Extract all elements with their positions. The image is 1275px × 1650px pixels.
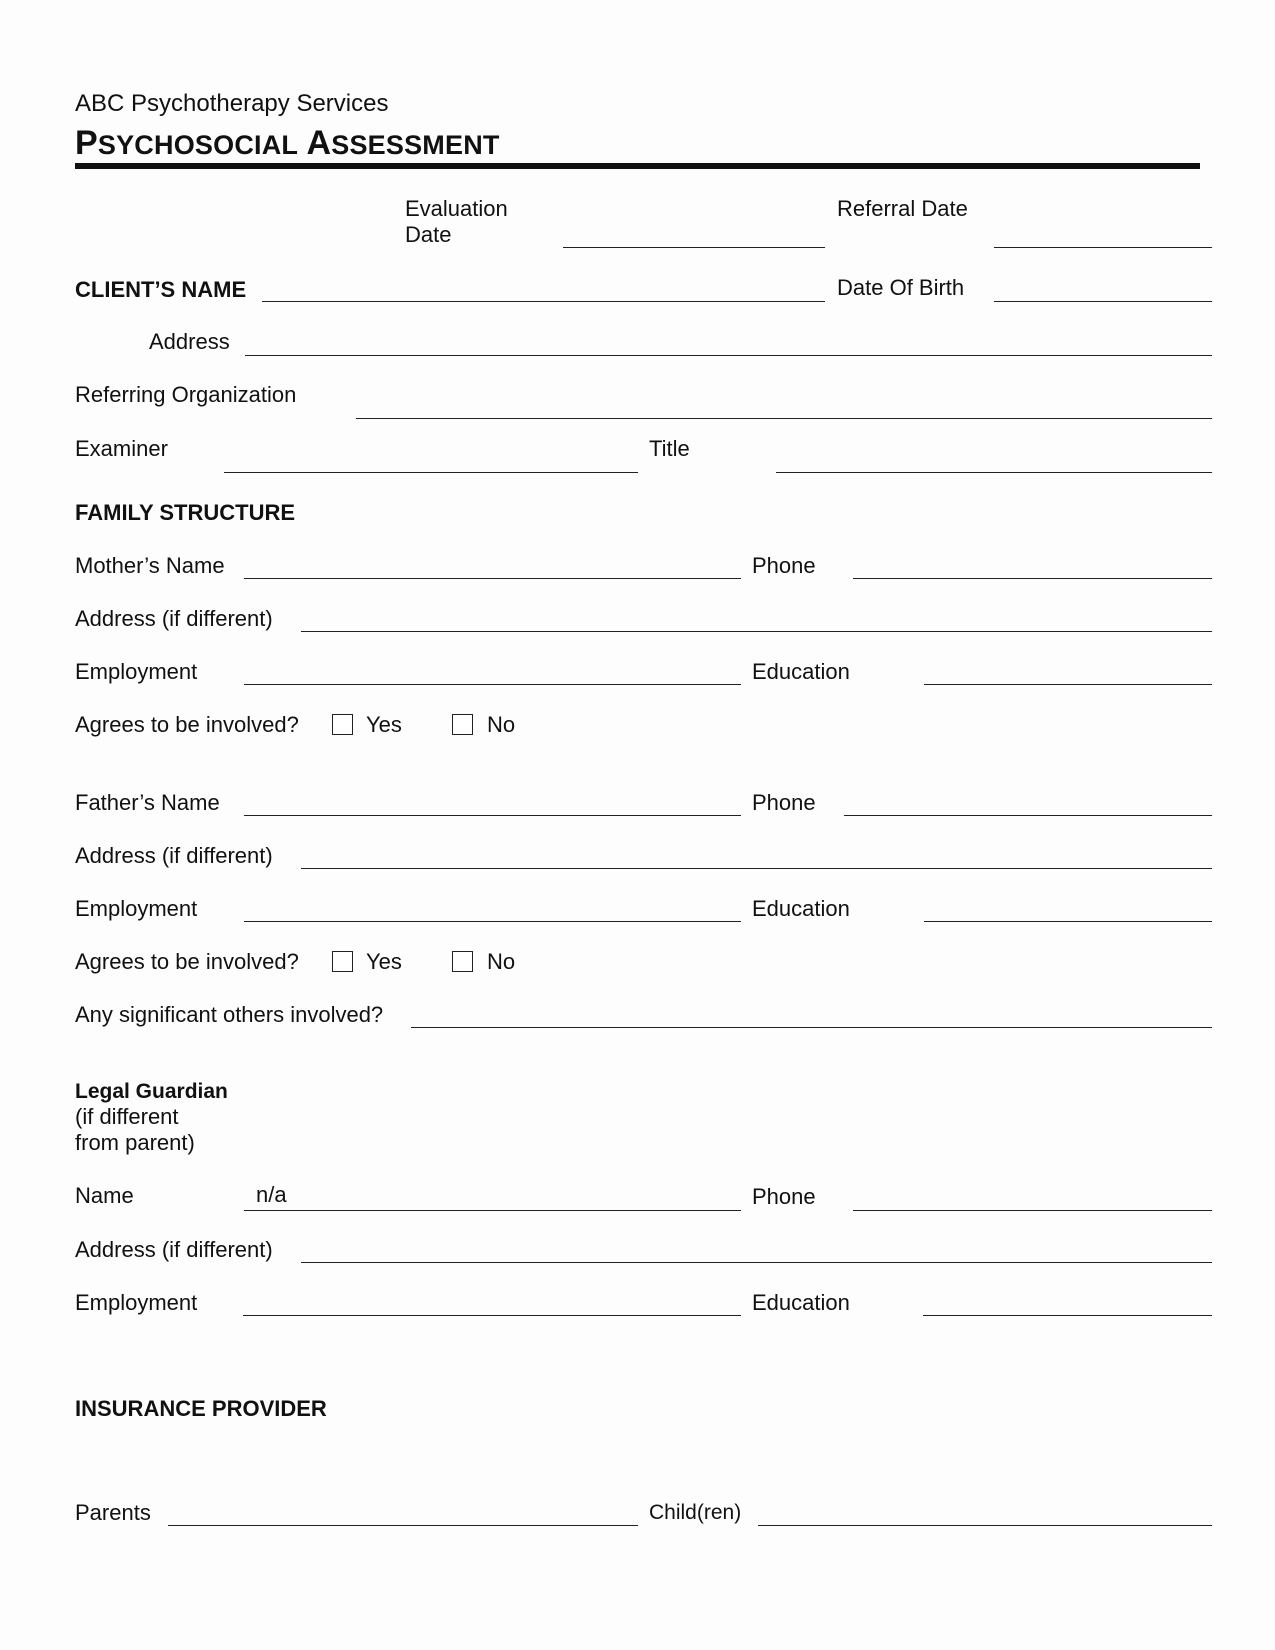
referring-organization-field[interactable] (356, 418, 1212, 419)
guardian-phone-field[interactable] (853, 1210, 1212, 1211)
father-employment-input[interactable] (244, 893, 741, 919)
evaluation-date-label-line1: Evaluation (405, 196, 508, 221)
mother-phone-field[interactable] (853, 578, 1212, 579)
date-of-birth-input[interactable] (994, 273, 1212, 299)
title-a-cap: A (306, 124, 332, 162)
mother-phone-input[interactable] (853, 550, 1212, 576)
guardian-address-label: Address (if different) (75, 1237, 273, 1262)
guardian-name-field[interactable] (244, 1210, 741, 1211)
address-label: Address (149, 329, 230, 354)
father-phone-label: Phone (752, 790, 816, 815)
guardian-employment-label: Employment (75, 1290, 198, 1315)
significant-others-field[interactable] (411, 1027, 1212, 1028)
mother-education-field[interactable] (924, 684, 1212, 685)
date-of-birth-label: Date Of Birth (837, 275, 965, 300)
mothers-name-input[interactable] (244, 550, 741, 576)
children-label: Child(ren) (649, 1501, 742, 1524)
father-education-field[interactable] (924, 921, 1212, 922)
legal-guardian-heading: Legal Guardian (75, 1080, 228, 1103)
title-rule (75, 163, 1200, 169)
significant-others-input[interactable] (411, 999, 1212, 1025)
father-address-label: Address (if different) (75, 843, 273, 868)
insurance-provider-heading: INSURANCE PROVIDER (75, 1396, 327, 1421)
fathers-name-input[interactable] (244, 787, 741, 813)
mother-agrees-yes-checkbox[interactable] (332, 714, 353, 735)
referring-organization-input[interactable] (356, 390, 1212, 416)
father-phone-field[interactable] (844, 815, 1212, 816)
mothers-name-field[interactable] (244, 578, 741, 579)
date-of-birth-field[interactable] (994, 301, 1212, 302)
address-input[interactable] (245, 327, 1212, 353)
mother-employment-field[interactable] (244, 684, 741, 685)
title-field[interactable] (776, 472, 1212, 473)
father-employment-field[interactable] (244, 921, 741, 922)
father-address-input[interactable] (301, 840, 1212, 866)
father-agrees-label: Agrees to be involved? (75, 949, 299, 974)
father-agrees-yes-label: Yes (366, 949, 402, 974)
fathers-name-field[interactable] (244, 815, 741, 816)
legal-guardian-sub-line2: from parent) (75, 1130, 195, 1155)
guardian-education-label: Education (752, 1290, 850, 1315)
fathers-name-label: Father’s Name (75, 790, 220, 815)
guardian-employment-field[interactable] (243, 1315, 741, 1316)
title-a-rest: SSESSMENT (331, 130, 500, 160)
guardian-education-input[interactable] (923, 1287, 1212, 1313)
referral-date-field[interactable] (994, 247, 1212, 248)
guardian-name-input[interactable] (244, 1182, 741, 1208)
mother-phone-label: Phone (752, 553, 816, 578)
father-agrees-yes-checkbox[interactable] (332, 951, 353, 972)
evaluation-date-field[interactable] (563, 247, 825, 248)
family-structure-heading: FAMILY STRUCTURE (75, 500, 296, 525)
children-insurance-input[interactable] (758, 1497, 1212, 1523)
guardian-employment-input[interactable] (243, 1287, 741, 1313)
organization-name: ABC Psychotherapy Services (75, 90, 389, 117)
referral-date-input[interactable] (994, 219, 1212, 245)
mother-employment-input[interactable] (244, 656, 741, 682)
examiner-label: Examiner (75, 436, 168, 461)
significant-others-label: Any significant others involved? (75, 1002, 384, 1027)
children-insurance-field[interactable] (758, 1525, 1212, 1526)
mother-address-field[interactable] (301, 631, 1212, 632)
father-education-label: Education (752, 896, 850, 921)
mother-address-label: Address (if different) (75, 606, 273, 631)
guardian-education-field[interactable] (923, 1315, 1212, 1316)
clients-name-label: CLIENT’S NAME (75, 277, 247, 302)
evaluation-date-label-line2: Date (405, 222, 452, 247)
guardian-phone-label: Phone (752, 1184, 816, 1209)
father-address-field[interactable] (301, 868, 1212, 869)
mother-employment-label: Employment (75, 659, 198, 684)
examiner-input[interactable] (224, 444, 638, 470)
title-p-rest: SYCHOSOCIAL (97, 130, 299, 160)
page-title (75, 124, 500, 164)
examiner-field[interactable] (224, 472, 638, 473)
legal-guardian-sub-line1: (if different (75, 1104, 179, 1129)
mother-education-input[interactable] (924, 656, 1212, 682)
referral-date-label: Referral Date (837, 196, 968, 221)
clients-name-field[interactable] (262, 301, 825, 302)
guardian-phone-input[interactable] (853, 1182, 1212, 1208)
parents-label: Parents (75, 1500, 151, 1525)
father-employment-label: Employment (75, 896, 198, 921)
mother-education-label: Education (752, 659, 850, 684)
guardian-address-input[interactable] (301, 1234, 1212, 1260)
title-p-cap: P (75, 124, 98, 162)
clients-name-input[interactable] (262, 273, 825, 299)
father-agrees-no-label: No (487, 949, 516, 974)
parents-insurance-input[interactable] (168, 1497, 638, 1523)
mother-agrees-yes-label: Yes (366, 712, 402, 737)
mother-agrees-no-checkbox[interactable] (452, 714, 473, 735)
mother-address-input[interactable] (301, 603, 1212, 629)
father-agrees-no-checkbox[interactable] (452, 951, 473, 972)
mother-agrees-no-label: No (487, 712, 516, 737)
guardian-address-field[interactable] (301, 1262, 1212, 1263)
referring-organization-label: Referring Organization (75, 382, 297, 407)
address-field[interactable] (245, 355, 1212, 356)
title-input[interactable] (776, 444, 1212, 470)
title-label: Title (649, 436, 690, 461)
evaluation-date-input[interactable] (563, 219, 825, 245)
father-phone-input[interactable] (844, 787, 1212, 813)
guardian-name-label: Name (75, 1183, 134, 1208)
father-education-input[interactable] (924, 893, 1212, 919)
mothers-name-label: Mother’s Name (75, 553, 225, 578)
mother-agrees-label: Agrees to be involved? (75, 712, 299, 737)
parents-insurance-field[interactable] (168, 1525, 638, 1526)
